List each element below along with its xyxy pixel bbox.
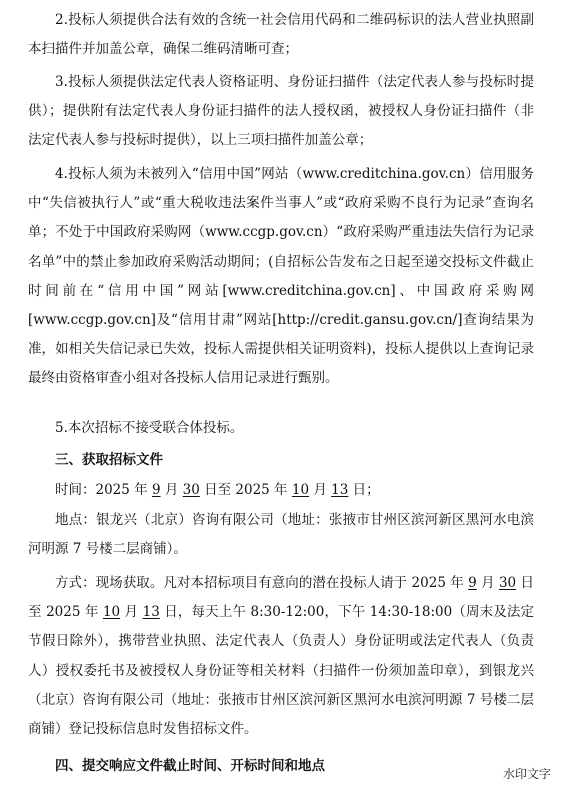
method-prefix: 方式：现场获取。凡对本招标项目有意向的潜在投标人请于 2025 年 bbox=[55, 575, 469, 591]
method-suffix: 日，每天上午 8:30-12:00，下午 14:30-18:00（周末及法定节假日除外），携带营业执照、法定代表人（负责人）身份证明或法定代表人（负责人）授权委托书及被授权人身份证等相关材料（扫描件一份须加盖印章），到银龙兴（北京）咨询有限公司（地址：张掖市甘州区滨河新区黑河水电滨河明源 7 号楼二层商铺）登记投标信息时发售招标文件。 bbox=[28, 604, 535, 738]
start-month: 9 bbox=[151, 482, 161, 498]
method-text-2: 日至 2025 年 bbox=[28, 575, 534, 621]
end-day: 13 bbox=[331, 482, 349, 498]
method-text-1: 月 bbox=[476, 575, 499, 591]
end-month: 10 bbox=[291, 482, 310, 498]
time-text-1: 月 bbox=[160, 482, 183, 498]
method-start-month: 9 bbox=[468, 575, 477, 591]
method-end-month: 10 bbox=[102, 604, 121, 621]
acquisition-time bbox=[28, 476, 534, 505]
start-day: 30 bbox=[182, 482, 200, 498]
method-end-day: 13 bbox=[142, 604, 160, 621]
paragraph-2: 2.投标人须提供合法有效的含统一社会信用代码和二维码标识的法人营业执照副本扫描件并加盖公章，确保二维码清晰可查； bbox=[28, 12, 534, 58]
method-start-day: 30 bbox=[498, 575, 517, 591]
paragraph-4: 4.投标人须为未被列入“信用中国”网站（www.creditchina.gov.cn）信用服务中“失信被执行人”或“重大税收违法案件当事人”或“政府采购不良行为记录”查询名单；不处于中国政府采购网（www.ccgp.gov.cn）“政府采购严重违法失信行为记录名单”中的禁止参加政府采购活动期间；(自招标公告发布之日起至递交投标文件截止时间前在“信用中国”网站[www.creditchina.gov.cn]、中国政府采购网[www.ccgp.gov.cn]及“信用甘肃”网站[http://credit.gansu.gov.cn/]查询结果为准，如相关失信记录已失效，投标人需提供相关证明资料)，投标人提供以上查询记录最终由资格审查小组对各投标人信用记录进行甄别。 bbox=[28, 166, 534, 387]
acquisition-method bbox=[28, 569, 534, 744]
section-3-heading: 三、获取招标文件 bbox=[55, 452, 163, 468]
method-text-3: 月 bbox=[120, 604, 143, 621]
acquisition-location: 地点：银龙兴（北京）咨询有限公司（地址：张掖市甘州区滨河新区黑河水电滨河明源 7 号楼二层商铺）。 bbox=[28, 512, 534, 558]
watermark-text: 水印文字 bbox=[502, 767, 551, 781]
time-prefix: 时间：2025 年 bbox=[55, 482, 152, 498]
paragraph-3: 3.投标人须提供法定代表人资格证明、身份证扫描件（法定代表人参与投标时提供）；提供附有法定代表人身份证扫描件的法人授权函，被授权人身份证扫描件（非法定代表人参与投标时提供），以上三项扫描件加盖公章； bbox=[28, 74, 534, 149]
paragraph-5: 5.本次招标不接受联合体投标。 bbox=[55, 420, 244, 436]
section-4-heading: 四、提交响应文件截止时间、开标时间和地点 bbox=[55, 758, 325, 774]
time-text-3: 月 bbox=[309, 482, 332, 498]
time-suffix: 日； bbox=[348, 482, 380, 498]
time-text-2: 日至 2025 年 bbox=[199, 482, 292, 498]
